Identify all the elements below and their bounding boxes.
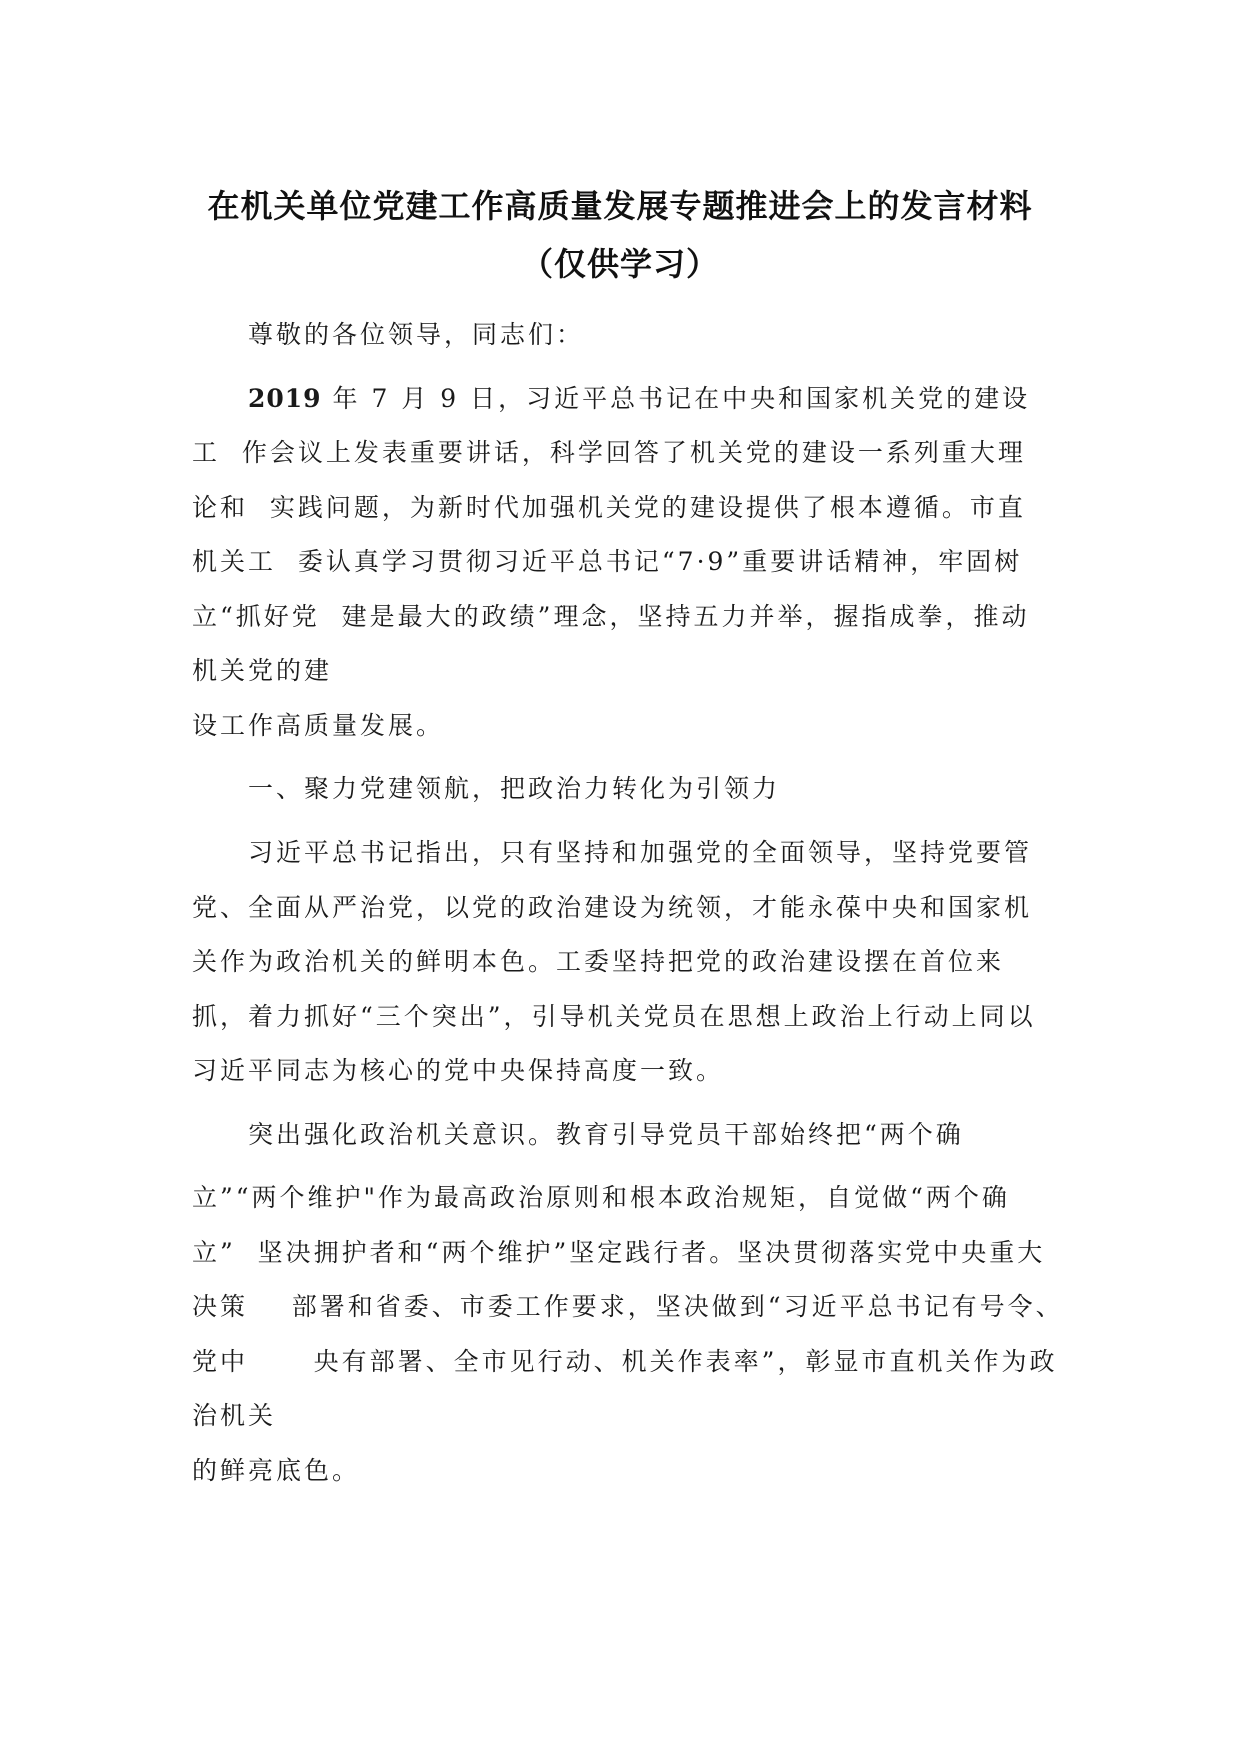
paragraph-3-line-4: 决策 部署和省委、市委工作要求，坚决做到“习近平总书记有号令、 (192, 1292, 1064, 1321)
paragraph-1-line-5: 立“抓好党 建是最大的政绩”理念，坚持五力并举，握指成拳，推动 (192, 602, 1030, 631)
document-subtitle: （仅供学习） (520, 245, 719, 283)
paragraph-2-line-5: 习近平同志为核心的党中央保持高度一致。 (192, 1056, 725, 1085)
paragraph-3-line-1: 突出强化政治机关意识。教育引导党员干部始终把“两个确 (248, 1120, 964, 1149)
salutation: 尊敬的各位领导，同志们： (248, 320, 585, 349)
paragraph-2-line-3: 关作为政治机关的鲜明本色。工委坚持把党的政治建设摆在首位来 (192, 947, 1005, 976)
paragraph-3-line-5: 党中 央有部署、全市见行动、机关作表率”，彰显市直机关作为政 (192, 1347, 1058, 1376)
year-text: 2019 (248, 384, 322, 413)
paragraph-3-line-2: 立”“两个维护"作为最高政治原则和根本政治规矩，自觉做“两个确 (192, 1183, 1010, 1212)
paragraph-2-line-2: 党、全面从严治党，以党的政治建设为统领，才能永葆中央和国家机 (192, 893, 1033, 922)
document-title: 在机关单位党建工作高质量发展专题推进会上的发言材料 (207, 187, 1033, 225)
paragraph-1-line-6: 机关党的建 (192, 656, 333, 685)
paragraph-3-line-7: 的鲜亮底色。 (192, 1456, 361, 1485)
paragraph-2-line-1: 习近平总书记指出，只有坚持和加强党的全面领导，坚持党要管 (248, 838, 1033, 867)
section-heading-1: 一、聚力党建领航，把政治力转化为引领力 (248, 774, 781, 803)
paragraph-3-line-6: 治机关 (192, 1401, 277, 1430)
paragraph-1-line-3: 论和 实践问题，为新时代加强机关党的建设提供了根本遵循。市直 (192, 493, 1026, 522)
paragraph-1-line-1-text: 年 7 月 9 日，习近平总书记在中央和国家机关党的建设 (321, 384, 1031, 413)
paragraph-1-line-2: 工 作会议上发表重要讲话，科学回答了机关党的建设一系列重大理 (192, 438, 1026, 467)
paragraph-1-line-1 (248, 382, 1030, 416)
paragraph-1-line-4: 机关工 委认真学习贯彻习近平总书记“7·9”重要讲话精神，牢固树 (192, 547, 1023, 576)
paragraph-2-line-4: 抓，着力抓好“三个突出”，引导机关党员在思想上政治上行动上同以 (192, 1002, 1036, 1031)
paragraph-1-line-7: 设工作高质量发展。 (192, 711, 445, 740)
paragraph-3-line-3: 立” 坚决拥护者和“两个维护”坚定践行者。坚决贯彻落实党中央重大 (192, 1238, 1046, 1267)
